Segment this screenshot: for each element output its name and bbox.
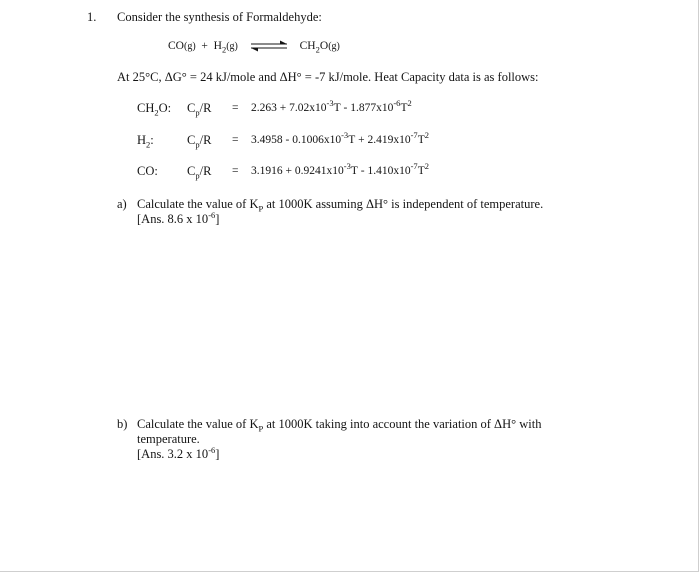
plus-sign: +: [201, 40, 208, 52]
cp-ratio-co: $C_p/R$: [187, 164, 212, 181]
problem-title: Consider the synthesis of Formaldehyde:: [117, 10, 322, 24]
equals-co: =: [232, 165, 239, 177]
reactant-co: CO(g): [168, 40, 196, 52]
part-b-answer: [Ans. 3.2 x $10^{-6}$]: [137, 444, 220, 461]
part-b-question-line2: temperature.: [137, 432, 200, 446]
species-h2: $H_2$:: [137, 133, 154, 150]
product-ch2o: $CH_2O(g)$: [299, 40, 340, 55]
species-ch2o: $CH_2O$:: [137, 101, 172, 118]
part-b-question: Calculate the value of $K_P$ at 1000K taking into account the variation of ΔH° with: [137, 417, 542, 434]
reaction-equation: [168, 39, 340, 54]
part-a-label: a): [117, 197, 127, 211]
part-b-label: b): [117, 417, 128, 431]
cp-ratio-ch2o: $C_p/R$: [187, 101, 212, 118]
part-a-question: Calculate the value of $K_P$ at 1000K assuming ΔH° is independent of temperature.: [137, 197, 544, 214]
conditions-text: At 25°C, ΔG° = 24 kJ/mole and ΔH° = -7 kJ/mole. Heat Capacity data is as follows:: [117, 70, 539, 84]
species-co: CO:: [137, 164, 158, 178]
reactant-h2: $H_2(g)$: [213, 40, 238, 55]
cp-ratio-h2: $C_p/R$: [187, 133, 212, 150]
equilibrium-arrows-icon: [249, 40, 289, 52]
problem-number: 1.: [87, 10, 97, 24]
cp-expression-h2: $3.4958 - 0.1006x10^{-3}T + 2.419x10^{-7}T^2$: [251, 130, 429, 146]
equals-ch2o: =: [232, 102, 239, 114]
cp-expression-co: $3.1916 + 0.9241x10^{-3}T - 1.410x10^{-7}T^2$: [251, 161, 429, 177]
part-a-answer: [Ans. 8.6 x $10^{-6}$]: [137, 209, 220, 226]
cp-expression-ch2o: $2.263 + 7.02x10^{-3}T - 1.877x10^{-6}T^2$: [251, 98, 412, 114]
equals-h2: =: [232, 134, 239, 146]
